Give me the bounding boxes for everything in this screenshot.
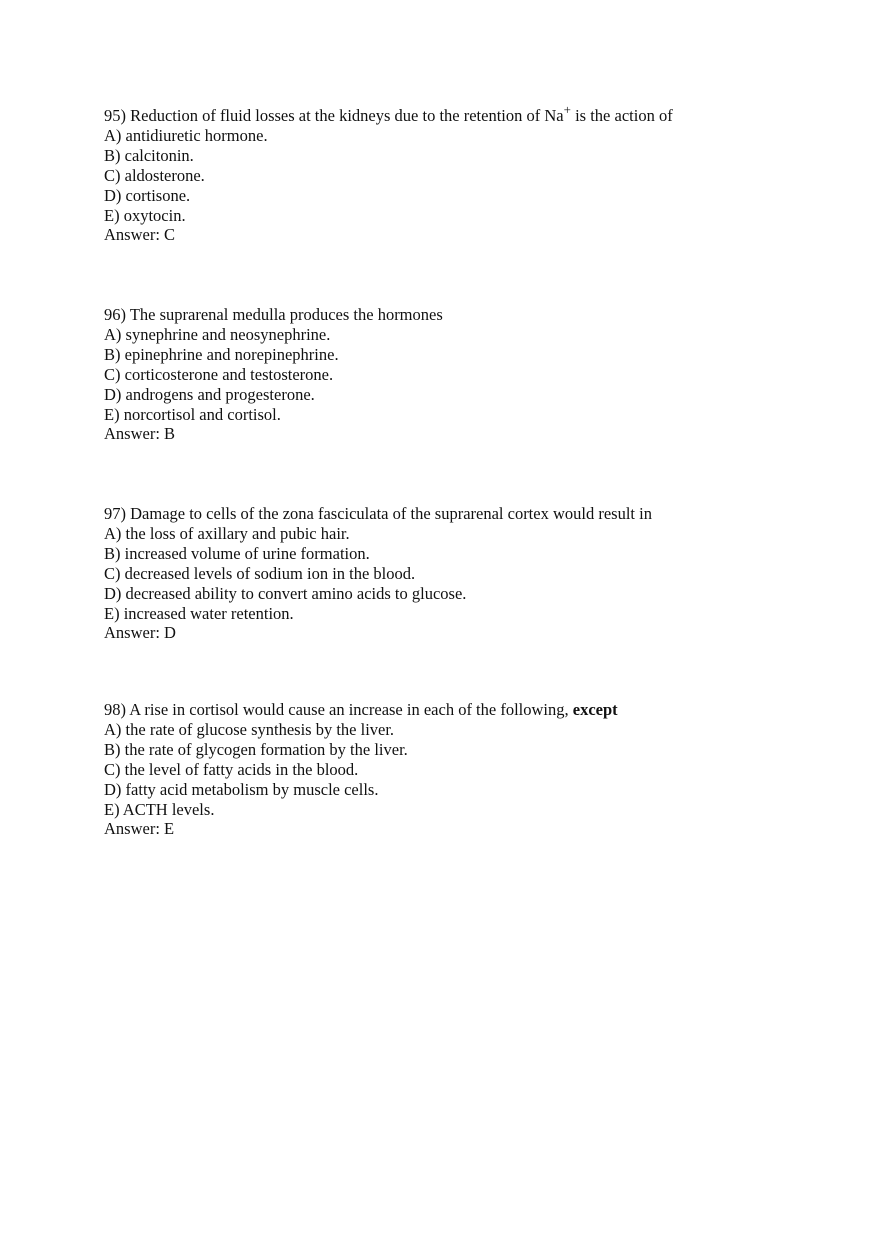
option-a: A) synephrine and neosynephrine.: [104, 324, 331, 344]
answer: Answer: D: [104, 623, 176, 643]
question-stem-text: Damage to cells of the zona fasciculata of the suprarenal cortex would result in: [130, 504, 652, 523]
question-number: 95): [104, 106, 126, 125]
option-d: D) decreased ability to convert amino acids to glucose.: [104, 583, 467, 603]
option-c: C) decreased levels of sodium ion in the blood.: [104, 563, 416, 583]
answer: Answer: B: [104, 424, 176, 444]
option-d: D) cortisone.: [104, 185, 191, 205]
question-stem: [104, 305, 844, 325]
question-stem-text: A rise in cortisol would cause an increase in each of the following,: [129, 700, 569, 719]
question-stem-end: is the action of: [570, 106, 673, 125]
question-number: 97): [104, 504, 126, 523]
question-stem: [104, 504, 844, 524]
option-e: E) norcortisol and cortisol.: [104, 404, 281, 424]
option-c: C) aldosterone.: [104, 165, 205, 185]
question-stem: [104, 101, 844, 126]
option-a: A) the rate of glucose synthesis by the liver.: [104, 719, 395, 739]
superscript-plus: +: [563, 101, 571, 117]
answer: Answer: E: [104, 819, 175, 839]
question-stem-text: Reduction of fluid losses at the kidneys due to the retention of Na: [130, 106, 564, 125]
answer: Answer: C: [104, 225, 176, 245]
question-number: 96): [104, 305, 126, 324]
option-b: B) calcitonin.: [104, 145, 194, 165]
option-d: D) androgens and progesterone.: [104, 384, 315, 404]
option-d: D) fatty acid metabolism by muscle cells.: [104, 779, 379, 799]
question-stem-text: The suprarenal medulla produces the hormones: [129, 305, 443, 324]
option-c: C) corticosterone and testosterone.: [104, 364, 334, 384]
question-97: [104, 504, 844, 643]
option-b: B) the rate of glycogen formation by the liver.: [104, 739, 408, 759]
question-number: 98): [104, 700, 126, 719]
question-stem-emphasis: except: [572, 700, 618, 719]
option-e: E) ACTH levels.: [104, 799, 215, 819]
option-e: E) oxytocin.: [104, 205, 186, 225]
option-c: C) the level of fatty acids in the blood.: [104, 759, 359, 779]
question-stem: [104, 700, 844, 720]
option-a: A) the loss of axillary and pubic hair.: [104, 523, 350, 543]
option-b: B) increased volume of urine formation.: [104, 543, 370, 563]
option-b: B) epinephrine and norepinephrine.: [104, 344, 339, 364]
option-e: E) increased water retention.: [104, 603, 294, 623]
question-95: [104, 101, 844, 245]
question-98: [104, 700, 844, 839]
question-96: [104, 305, 844, 444]
option-a: A) antidiuretic hormone.: [104, 125, 268, 145]
